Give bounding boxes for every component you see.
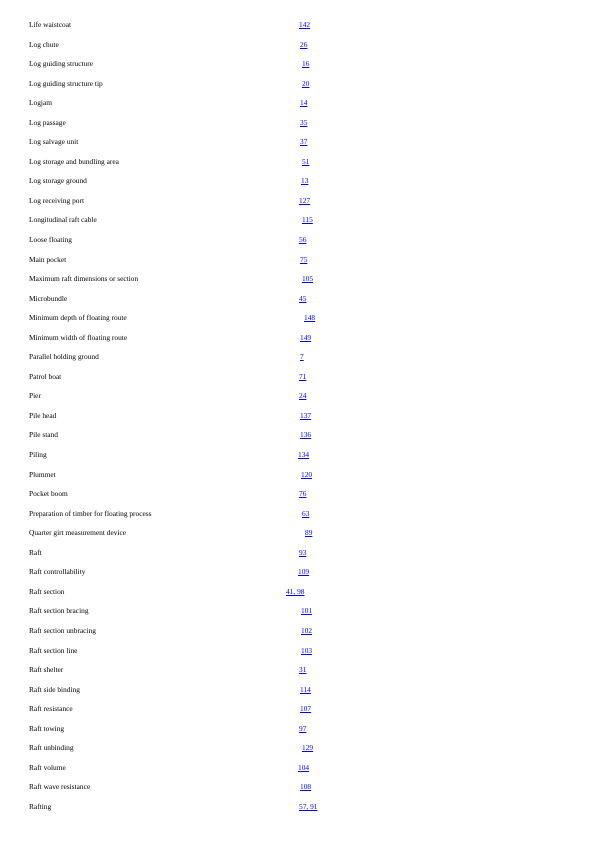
index-term: Parallel holding ground bbox=[29, 352, 99, 362]
page-references bbox=[299, 548, 306, 558]
index-term: Raft section bracing bbox=[29, 606, 89, 616]
page-reference-link[interactable]: 107 bbox=[300, 704, 312, 714]
page-references bbox=[302, 274, 313, 284]
index-term: Log guiding structure tip bbox=[29, 78, 103, 88]
index-entry bbox=[0, 213, 595, 233]
page-reference-link[interactable]: 7 bbox=[300, 352, 304, 362]
index-term: Raft section line bbox=[29, 645, 78, 655]
page-reference-link[interactable]: 129 bbox=[302, 743, 314, 753]
page-references bbox=[299, 372, 306, 382]
page-reference-link[interactable]: 109 bbox=[298, 567, 310, 577]
index-entry bbox=[0, 448, 595, 468]
page-references bbox=[286, 587, 304, 597]
page-references bbox=[300, 118, 307, 128]
index-term: Microbundle bbox=[29, 293, 68, 303]
index-entry bbox=[0, 585, 595, 605]
page-reference-link[interactable]: 149 bbox=[300, 332, 312, 342]
page-reference-link[interactable]: 103 bbox=[301, 645, 313, 655]
page-references bbox=[299, 391, 306, 401]
page-references bbox=[300, 411, 311, 421]
index-entry bbox=[0, 174, 595, 194]
index-term: Quarter girt measurement device bbox=[29, 528, 127, 538]
page-reference-link[interactable]: 127 bbox=[299, 195, 311, 205]
index-entry bbox=[0, 233, 595, 253]
index-entry bbox=[0, 370, 595, 390]
index-entry bbox=[0, 780, 595, 800]
page-reference-link[interactable]: 57 bbox=[299, 801, 307, 811]
index-entry bbox=[0, 18, 595, 38]
index-entry bbox=[0, 507, 595, 527]
index-term: Raft unbinding bbox=[29, 743, 74, 753]
page-references bbox=[300, 98, 307, 108]
index-term: Raft shelter bbox=[29, 665, 64, 675]
page-references bbox=[301, 626, 312, 636]
page-reference-link[interactable]: 76 bbox=[299, 489, 307, 499]
index-term: Preparation of timber for floating process bbox=[29, 508, 152, 518]
index-term: Main pocket bbox=[29, 254, 67, 264]
index-term: Raft section unbracing bbox=[29, 625, 96, 635]
index-entry bbox=[0, 77, 595, 97]
page-reference-link[interactable]: 104 bbox=[298, 762, 310, 772]
index-term: Log salvage unit bbox=[29, 137, 79, 147]
page-reference-link[interactable]: 41 bbox=[286, 586, 294, 596]
page-references bbox=[299, 724, 306, 734]
page-references bbox=[301, 470, 312, 480]
reference-separator: , bbox=[293, 586, 298, 596]
page-references bbox=[302, 157, 309, 167]
index-term: Log storage and bundling area bbox=[29, 156, 119, 166]
index-entry bbox=[0, 331, 595, 351]
index-term: Raft volume bbox=[29, 762, 66, 772]
index-entry bbox=[0, 702, 595, 722]
page-reference-link[interactable]: 31 bbox=[299, 665, 307, 675]
index-term: Loose floating bbox=[29, 235, 72, 245]
index-term: Maximum raft dimensions or section bbox=[29, 274, 139, 284]
page-reference-link[interactable]: 105 bbox=[302, 274, 314, 284]
page-reference-link[interactable]: 136 bbox=[300, 430, 312, 440]
page-reference-link[interactable]: 115 bbox=[302, 215, 313, 225]
page-reference-link[interactable]: 45 bbox=[299, 293, 307, 303]
page-references bbox=[300, 685, 311, 695]
page-reference-link[interactable]: 56 bbox=[299, 235, 307, 245]
index-entry bbox=[0, 722, 595, 742]
index-entry bbox=[0, 526, 595, 546]
index-entry bbox=[0, 546, 595, 566]
page-reference-link[interactable]: 91 bbox=[310, 801, 318, 811]
index-term: Patrol boat bbox=[29, 371, 62, 381]
index-term: Raft controllability bbox=[29, 567, 86, 577]
index-term: Raft section bbox=[29, 586, 65, 596]
page-reference-link[interactable]: 108 bbox=[300, 782, 312, 792]
page-reference-link[interactable]: 120 bbox=[301, 469, 313, 479]
page-references bbox=[299, 802, 317, 812]
page-reference-link[interactable]: 97 bbox=[299, 723, 307, 733]
index-entry bbox=[0, 741, 595, 761]
page-reference-link[interactable]: 35 bbox=[300, 117, 308, 127]
index-entry bbox=[0, 311, 595, 331]
page-reference-link[interactable]: 16 bbox=[302, 59, 310, 69]
page-references bbox=[302, 79, 309, 89]
index-term: Log passage bbox=[29, 117, 66, 127]
page-reference-link[interactable]: 63 bbox=[302, 508, 310, 518]
page-reference-link[interactable]: 89 bbox=[305, 528, 313, 538]
page-reference-link[interactable]: 26 bbox=[300, 39, 308, 49]
page-reference-link[interactable]: 98 bbox=[297, 586, 305, 596]
index-entry bbox=[0, 155, 595, 175]
index-term: Plummet bbox=[29, 469, 56, 479]
page-references bbox=[301, 606, 312, 616]
index-entry bbox=[0, 135, 595, 155]
index-term: Raft towing bbox=[29, 723, 65, 733]
index-term: Rafting bbox=[29, 801, 52, 811]
page-references bbox=[305, 528, 312, 538]
page-references bbox=[298, 450, 309, 460]
page-references bbox=[300, 352, 304, 362]
index-entry bbox=[0, 253, 595, 273]
index-entry bbox=[0, 663, 595, 683]
page-reference-link[interactable]: 142 bbox=[299, 20, 311, 29]
page-reference-link[interactable]: 37 bbox=[300, 137, 308, 147]
index-term: Logjam bbox=[29, 98, 52, 108]
page-references bbox=[302, 215, 313, 225]
index-entry bbox=[0, 800, 595, 820]
index-term: Longitudinal raft cable bbox=[29, 215, 97, 225]
index-entry bbox=[0, 409, 595, 429]
index-entry bbox=[0, 292, 595, 312]
index-term: Pocket boom bbox=[29, 489, 68, 499]
page-references bbox=[302, 59, 309, 69]
index-term: Log receiving port bbox=[29, 195, 85, 205]
page-references bbox=[299, 294, 306, 304]
index-entry bbox=[0, 761, 595, 781]
page-reference-link[interactable]: 24 bbox=[299, 391, 307, 401]
page-references bbox=[298, 567, 309, 577]
page-reference-link[interactable]: 137 bbox=[300, 410, 312, 420]
index-entry bbox=[0, 683, 595, 703]
index-entry bbox=[0, 468, 595, 488]
index-term: Piling bbox=[29, 450, 47, 460]
page-references bbox=[300, 137, 307, 147]
index-entry bbox=[0, 389, 595, 409]
page-reference-link[interactable]: 148 bbox=[304, 313, 316, 323]
page-reference-link[interactable]: 101 bbox=[301, 606, 313, 616]
index-term: Minimum depth of floating route bbox=[29, 313, 127, 323]
index-term: Raft wave resistance bbox=[29, 782, 91, 792]
page-reference-link[interactable]: 13 bbox=[301, 176, 309, 186]
index-entry bbox=[0, 644, 595, 664]
page-reference-link[interactable]: 93 bbox=[299, 547, 307, 557]
index-entry bbox=[0, 272, 595, 292]
page-reference-link[interactable]: 20 bbox=[302, 78, 310, 88]
page-references bbox=[300, 430, 311, 440]
index-term: Log storage ground bbox=[29, 176, 87, 186]
page-references bbox=[298, 763, 309, 773]
index-term: Raft side binding bbox=[29, 684, 80, 694]
index-entry bbox=[0, 38, 595, 58]
index-term: Log chute bbox=[29, 39, 59, 49]
page-references bbox=[299, 196, 310, 206]
index-entry bbox=[0, 96, 595, 116]
page-reference-link[interactable]: 71 bbox=[299, 371, 307, 381]
index-entry bbox=[0, 565, 595, 585]
index-term: Pile head bbox=[29, 410, 57, 420]
index-entry bbox=[0, 116, 595, 136]
page-references bbox=[299, 489, 306, 499]
index-term: Raft resistance bbox=[29, 704, 73, 714]
page-references bbox=[300, 704, 311, 714]
page-reference-link[interactable]: 75 bbox=[300, 254, 308, 264]
page-reference-link[interactable]: 114 bbox=[300, 684, 311, 694]
index-entry bbox=[0, 350, 595, 370]
index-entry bbox=[0, 487, 595, 507]
index-term: Raft bbox=[29, 547, 42, 557]
index-list bbox=[0, 18, 595, 819]
page-references bbox=[300, 40, 307, 50]
index-entry bbox=[0, 624, 595, 644]
page-references bbox=[300, 333, 311, 343]
page-references bbox=[304, 313, 315, 323]
page-references bbox=[301, 176, 308, 186]
index-entry bbox=[0, 194, 595, 214]
page-references bbox=[299, 665, 306, 675]
index-entry bbox=[0, 604, 595, 624]
page-reference-link[interactable]: 14 bbox=[300, 98, 308, 108]
page-references bbox=[299, 235, 306, 245]
reference-separator: , bbox=[306, 801, 311, 811]
page-reference-link[interactable]: 134 bbox=[298, 450, 310, 460]
index-term: Log guiding structure bbox=[29, 59, 94, 69]
page-references bbox=[302, 743, 313, 753]
page-references bbox=[299, 20, 310, 30]
page-references bbox=[302, 509, 309, 519]
page-reference-link[interactable]: 51 bbox=[302, 156, 310, 166]
index-term: Life waistcoat bbox=[29, 20, 72, 29]
page-reference-link[interactable]: 102 bbox=[301, 625, 313, 635]
index-entry bbox=[0, 57, 595, 77]
index-term: Minimum width of floating route bbox=[29, 332, 128, 342]
page-references bbox=[300, 255, 307, 265]
index-entry bbox=[0, 428, 595, 448]
index-term: Pile stand bbox=[29, 430, 58, 440]
page-references bbox=[300, 782, 311, 792]
index-term: Pier bbox=[29, 391, 41, 401]
page-references bbox=[301, 646, 312, 656]
